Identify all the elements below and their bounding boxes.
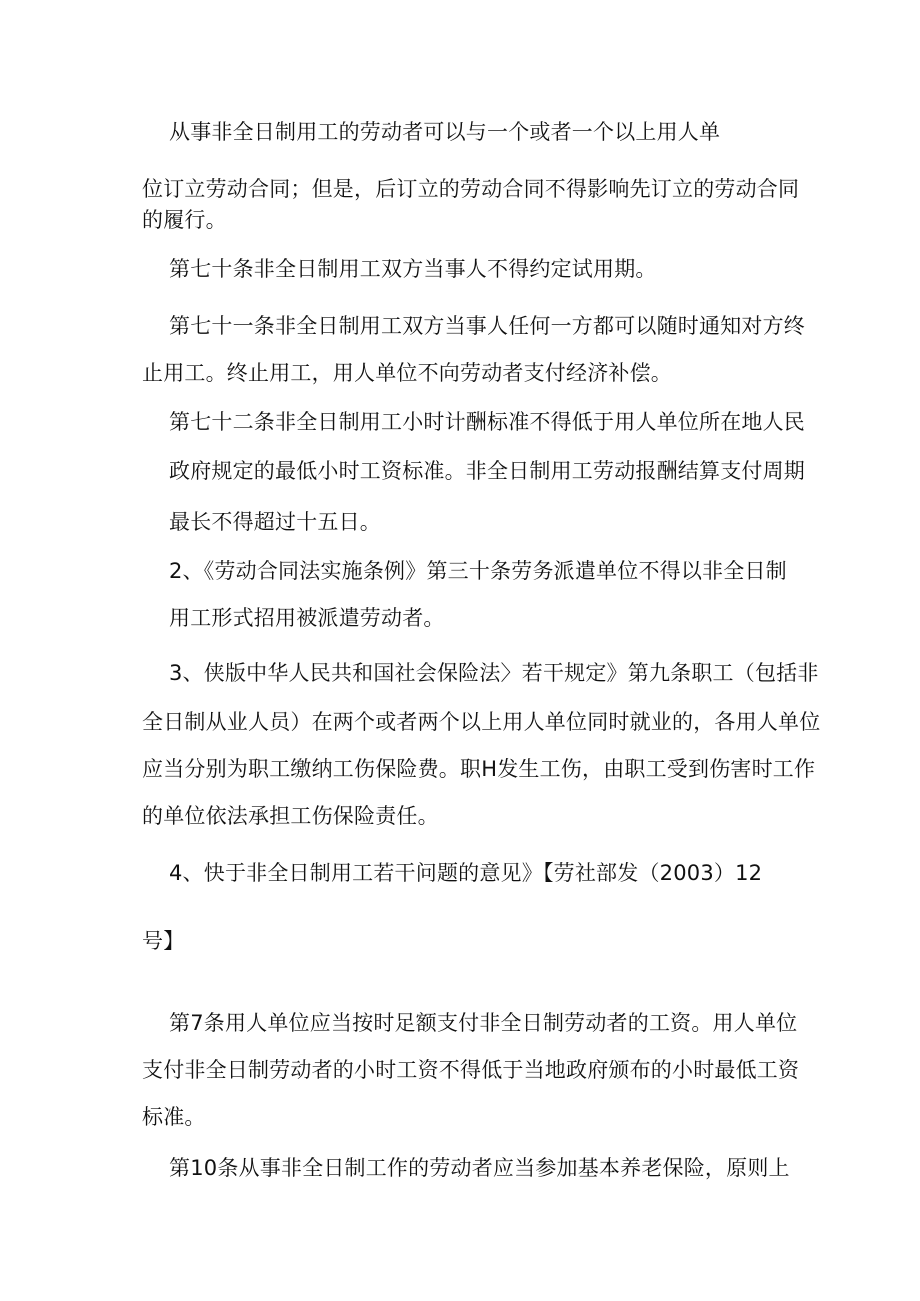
text-line: 止用工。终止用工，用人单位不向劳动者支付经济补偿。: [142, 361, 672, 385]
text-line: 第七十条非全日制用工双方当事人不得约定试用期。: [169, 257, 657, 281]
text-line: 第7条用人单位应当按时足额支付非全日制劳动者的工资。用人单位: [169, 1011, 798, 1035]
text-line: 3、侠版中华人民共和国社会保险法〉若干规定》第九条职工（包括非: [169, 661, 819, 685]
text-line: 位订立劳动合同；但是，后订立的劳动合同不得影响先订立的劳动合同: [142, 177, 800, 201]
text-line: 第七十一条非全日制用工双方当事人任何一方都可以随时通知对方终: [169, 314, 805, 338]
text-line: 第10条从事非全日制工作的劳动者应当参加基本养老保险，原则上: [169, 1156, 790, 1180]
text-line: 号】: [142, 929, 185, 953]
text-line: 的履行。: [142, 208, 227, 232]
text-line: 第七十二条非全日制用工小时计酬标准不得低于用人单位所在地人民: [169, 410, 805, 434]
text-line: 4、快于非全日制用工若干问题的意见》【劳社部发（2003）12: [169, 861, 763, 885]
text-line: 2、《劳动合同法实施条例》第三十条劳务派遣单位不得以非全日制: [169, 559, 787, 583]
text-line: 支付非全日制劳动者的小时工资不得低于当地政府颁布的小时最低工资: [142, 1058, 800, 1082]
text-line: 政府规定的最低小时工资标准。非全日制用工劳动报酬结算支付周期: [169, 459, 805, 483]
text-line: 从事非全日制用工的劳动者可以与一个或者一个以上用人单: [169, 120, 721, 144]
text-line: 标准。: [142, 1105, 206, 1129]
text-line: 全日制从业人员）在两个或者两个以上用人单位同时就业的，各用人单位: [142, 710, 821, 734]
text-line: 用工形式招用被派遣劳动者。: [169, 606, 445, 630]
text-line: 的单位依法承担工伤保险责任。: [142, 804, 439, 828]
text-line: 应当分别为职工缴纳工伤保险费。职H发生工伤，由职工受到伤害时工作: [142, 757, 816, 781]
text-line: 最长不得超过十五日。: [169, 510, 381, 534]
